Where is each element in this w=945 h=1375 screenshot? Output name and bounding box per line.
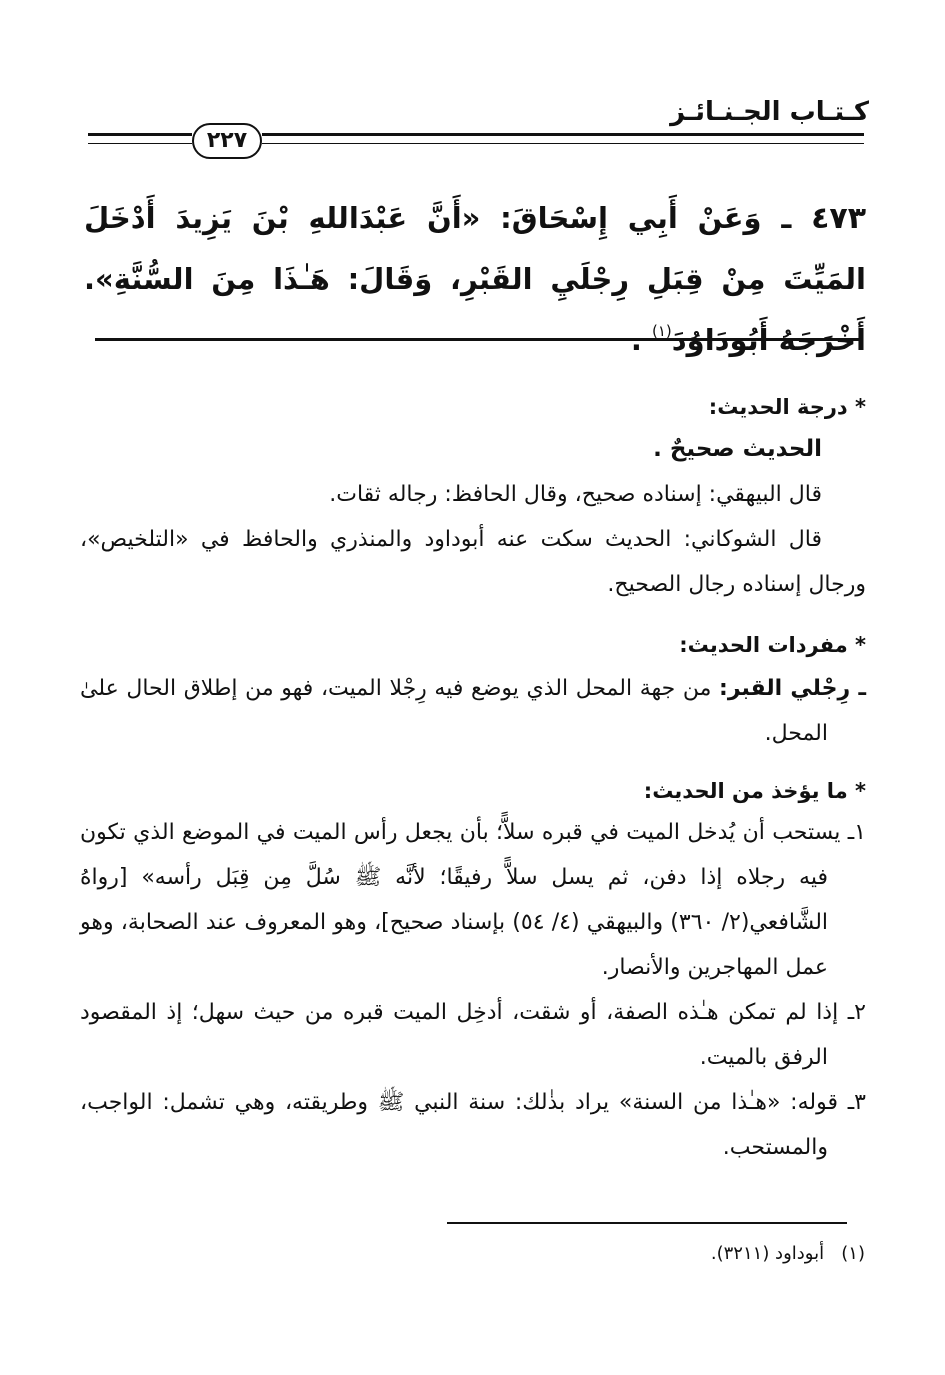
- header-rule-left-thick: [88, 133, 192, 136]
- grade-heading: * درجة الحديث:: [708, 395, 866, 419]
- list-item: [80, 810, 866, 990]
- grade-section: [80, 392, 866, 607]
- list-item: [80, 1080, 866, 1170]
- list-item: [80, 990, 866, 1080]
- list-text: قوله: «هـٰذا من السنة» يراد بذٰلك: سنة النبي ﷺ وطريقته، وهي تشمل: الواجب، والمستحب.: [80, 1090, 848, 1160]
- vocabulary-section: [80, 630, 866, 756]
- vocabulary-heading: * مفردات الحديث:: [679, 633, 866, 657]
- running-title: كـتـاب الجـنـائـز: [670, 97, 869, 127]
- grade-verdict: الحديث صحيحٌ .: [653, 436, 822, 462]
- hadith-text: [84, 188, 866, 371]
- lessons-heading: * ما يؤخذ من الحديث:: [643, 779, 866, 803]
- grade-line-2: قال البيهقي: إسناده صحيح، وقال الحافظ: رجاله ثقات.: [329, 482, 822, 507]
- grade-line-1: [80, 427, 866, 472]
- hadith-number: ٤٧٣: [811, 201, 867, 236]
- header-rule-right-thick: [262, 133, 864, 136]
- lessons-section: [80, 776, 866, 1170]
- hadith-dash: ـ: [761, 201, 812, 235]
- vocabulary-term: ـ رِجْلي القبر:: [719, 676, 866, 701]
- header-rule-left-thin: [88, 143, 192, 144]
- vocabulary-entry: [80, 666, 866, 756]
- hadith-body: وَعَنْ أَبِي إِسْحَاقَ: «أَنَّ عَبْدَاللهِ بْنَ يَزِيدَ أَدْخَلَ المَيِّتَ مِنْ قِبَلِ رِجْلَيِ القَبْرِ، وَقَالَ: هَـٰذَا مِنَ السُّنَّةِ». أَخْرَجَهُ أَبُودَاوُدَ: [84, 201, 866, 357]
- list-text: يستحب أن يُدخل الميت في قبره سلاًّ؛ بأن يجعل رأس الميت في الموضع الذي تكون فيه رجلاه إذا دفن، ثم يسل سلاًّ رفيقًا؛ لأنَّه ﷺ سُلَّ مِن قِبَل رأسه» [رواهُ الشَّافعي(٢/ ٣٦٠) والبيهقي (٤/ ٥٤) بإسناد صحيح]، وهو المعروف عند الصحابة، وهو عمل المهاجرين والأنصار.: [80, 820, 848, 980]
- footnote-marker: (١): [841, 1243, 865, 1264]
- list-number: ٢ـ: [847, 1000, 866, 1025]
- footnote: [711, 1241, 865, 1267]
- footnote-text: أبوداود (٣٢١١).: [710, 1243, 825, 1264]
- footnote-separator: [447, 1222, 847, 1224]
- header-rule-right-thin: [262, 143, 864, 144]
- grade-line-3: قال الشوكاني: الحديث سكت عنه أبوداود والمنذري والحافظ في «التلخيص»، ورجال إسناده رجال الصحيح.: [80, 527, 866, 597]
- lessons-list: [80, 810, 866, 1170]
- list-number: ٣ـ: [847, 1090, 866, 1115]
- list-number: ١ـ: [847, 820, 866, 845]
- footnote-reference[interactable]: (١): [652, 322, 672, 340]
- vocabulary-definition: من جهة المحل الذي يوضع فيه رِجْلا الميت، فهو من إطلاق الحال علىٰ المحل.: [80, 676, 828, 746]
- hadith-end: .: [630, 323, 652, 357]
- section-divider: [95, 338, 863, 341]
- list-text: إذا لم تمكن هـٰذه الصفة، أو شقت، أدخِل الميت قبره من حيث سهل؛ إذ المقصود الرفق بالميت.: [80, 1000, 848, 1070]
- page-number: ٢٢٧: [192, 123, 262, 159]
